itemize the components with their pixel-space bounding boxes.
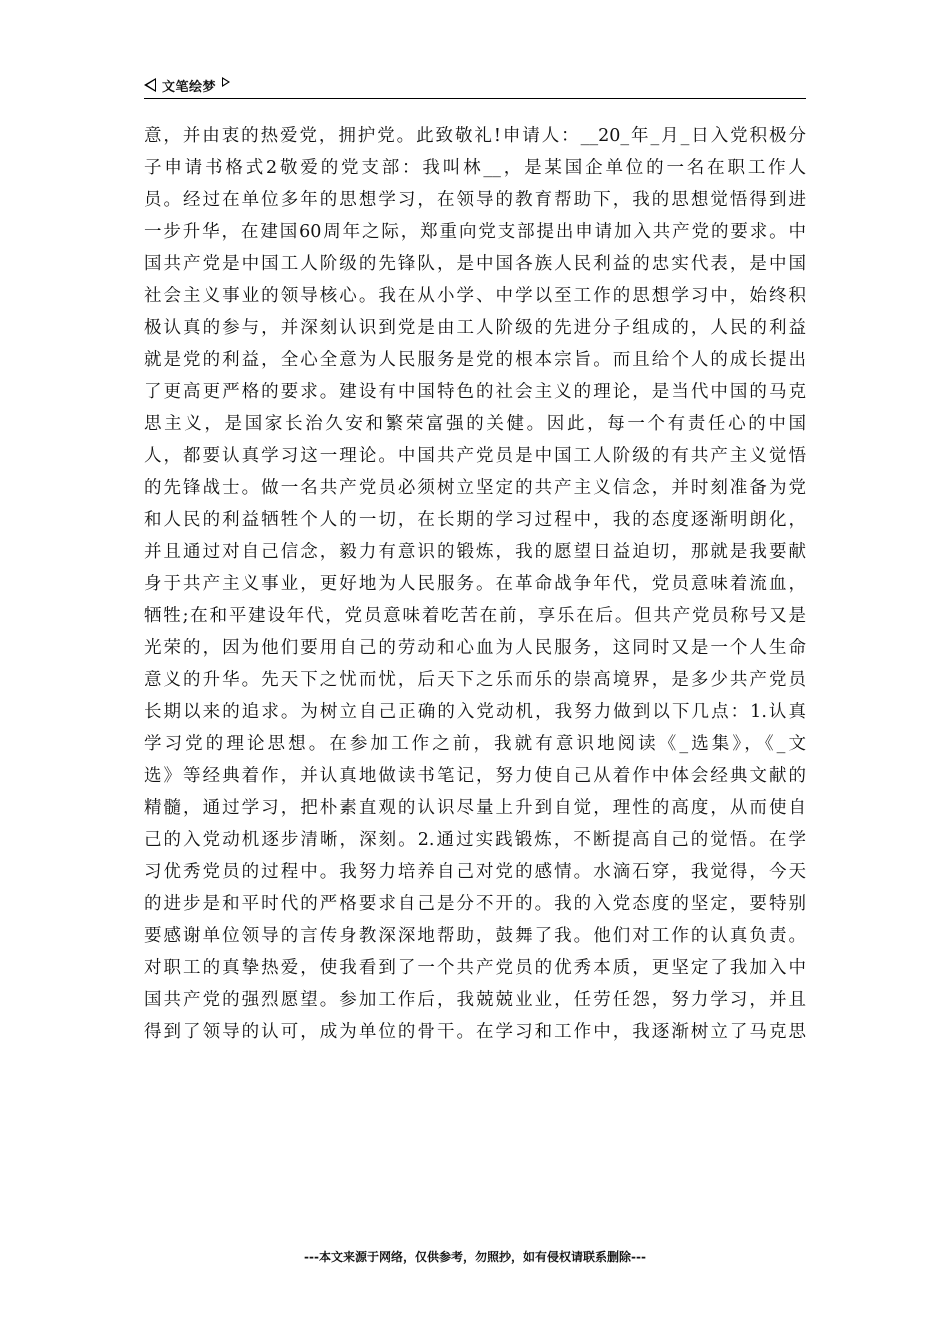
text-line: 国共产党的强烈愿望。参加工作后，我兢兢业业，任劳任怨，努力学习，并且 (144, 990, 806, 1010)
text-line: 长期以来的追求。为树立自己正确的入党动机，我努力做到以下几点：1.认真 (144, 702, 806, 722)
text-line: 并且通过对自己信念，毅力有意识的锻炼，我的愿望日益迫切，那就是我要献 (144, 542, 806, 562)
text-line: 的先锋战士。做一名共产党员必须树立坚定的共产主义信念，并时刻准备为党 (144, 478, 806, 498)
text-line: 精髓，通过学习，把朴素直观的认识尽量上升到自觉，理性的高度，从而使自 (144, 798, 806, 818)
text-line: 社会主义事业的领导核心。我在从小学、中学以至工作的思想学习中，始终积 (144, 286, 806, 306)
text-line: 就是党的利益，全心全意为人民服务是党的根本宗旨。而且给个人的成长提出 (144, 350, 806, 370)
footer-notice: ---本文来源于网络，仅供参考，勿照抄，如有侵权请联系删除--- (304, 1250, 646, 1264)
text-line: 极认真的参与，并深刻认识到党是由工人阶级的先进分子组成的，人民的利益 (144, 318, 806, 338)
text-line: 选》等经典着作，并认真地做读书笔记，努力使自己从着作中体会经典文献的 (144, 766, 806, 786)
text-line: 了更高更严格的要求。建设有中国特色的社会主义的理论，是当代中国的马克 (144, 382, 806, 402)
text-line: 对职工的真挚热爱，使我看到了一个共产党员的优秀本质，更坚定了我加入中 (144, 958, 806, 978)
header-brand: 文笔绘梦 (162, 79, 217, 95)
triangle-right-outline-icon (222, 77, 230, 87)
text-line: 国共产党是中国工人阶级的先锋队，是中国各族人民利益的忠实代表，是中国 (144, 254, 806, 274)
text-line: 己的入党动机逐步清晰，深刻。2.通过实践锻炼，不断提高自己的觉悟。在学 (144, 830, 806, 850)
text-line: 牺牲;在和平建设年代，党员意味着吃苦在前，享乐在后。但共产党员称号又是 (144, 606, 806, 626)
text-line: 学习党的理论思想。在参加工作之前，我就有意识地阅读《_选集》，《_文 (144, 734, 806, 754)
text-line: 得到了领导的认可，成为单位的骨干。在学习和工作中，我逐渐树立了马克思 (144, 1022, 806, 1042)
text-line: 习优秀党员的过程中。我努力培养自己对党的感情。水滴石穿，我觉得，今天 (144, 862, 806, 882)
text-line: 身于共产主义事业，更好地为人民服务。在革命战争年代，党员意味着流血， (144, 574, 806, 594)
text-line: 和人民的利益牺牲个人的一切，在长期的学习过程中，我的态度逐渐明朗化， (144, 510, 806, 530)
text-line: 子申请书格式2敬爱的党支部：我叫林__，是某国企单位的一名在职工作人 (144, 158, 806, 178)
text-line: 意义的升华。先天下之忧而忧，后天下之乐而乐的崇高境界，是多少共产党员 (144, 670, 806, 690)
text-line: 人，都要认真学习这一理论。中国共产党员是中国工人阶级的有共产主义觉悟 (144, 446, 806, 466)
page-header (144, 72, 806, 99)
text-line: 思主义，是国家长治久安和繁荣富强的关健。因此，每一个有责任心的中国 (144, 414, 806, 434)
text-line: 要感谢单位领导的言传身教深深地帮助，鼓舞了我。他们对工作的认真负责。 (144, 926, 806, 946)
triangle-left-outline-icon (144, 78, 156, 92)
text-line: 的进步是和平时代的严格要求自己是分不开的。我的入党态度的坚定，要特别 (144, 894, 806, 914)
text-line: 一步升华，在建国60周年之际，郑重向党支部提出申请加入共产党的要求。中 (144, 222, 806, 242)
document-body (144, 120, 806, 1048)
text-line: 意，并由衷的热爱党，拥护党。此致敬礼!申请人：__20_年_月_日入党积极分 (144, 126, 806, 146)
text-line: 光荣的，因为他们要用自己的劳动和心血为人民服务，这同时又是一个人生命 (144, 638, 806, 658)
text-line: 员。经过在单位多年的思想学习，在领导的教育帮助下，我的思想觉悟得到进 (144, 190, 806, 210)
